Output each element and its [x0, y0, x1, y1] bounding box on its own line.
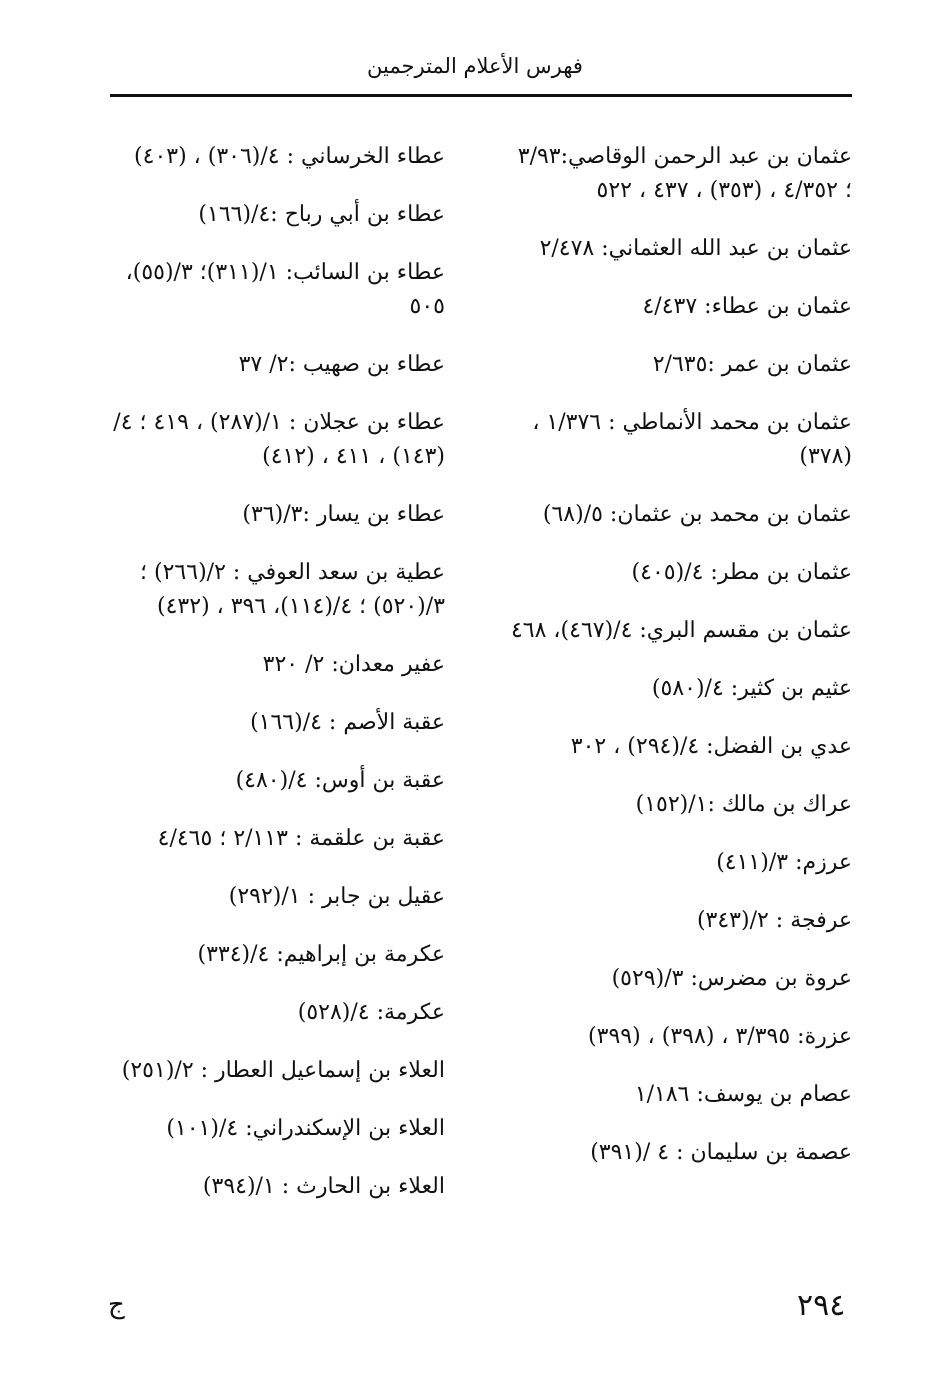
index-entry: عطاء بن عجلان : ١/(٢٨٧) ، ٤١٩ ؛ ٤/ (١٤٣) ، ٤١١ ، (٤١٢): [113, 410, 445, 469]
index-entry: عدي بن الفضل: ٤/(٢٩٤) ، ٣٠٢: [570, 734, 852, 759]
index-entry: عطاء بن يسار :٣/(٣٦): [242, 502, 445, 527]
index-entry: عقيل بن جابر : ١/(٢٩٢): [228, 884, 445, 909]
signature-mark: ج: [108, 1290, 125, 1320]
index-entry: عطاء الخرساني : ٤/(٣٠٦) ، (٤٠٣): [134, 144, 445, 169]
index-entry: عثمان بن عبد الرحمن الوقاصي:٣/٩٣ ؛ ٤/٣٥٢ ، (٣٥٣) ، ٤٣٧ ، ٥٢٢: [517, 144, 852, 203]
index-entry: عقبة بن أوس: ٤/(٤٨٠): [235, 768, 445, 793]
index-entry: عراك بن مالك :١/(١٥٢): [635, 792, 852, 817]
index-entry: عثمان بن محمد الأنماطي : ١/٣٧٦ ، (٣٧٨): [532, 410, 852, 469]
index-entry: عثمان بن مقسم البري: ٤/(٤٦٧)، ٤٦٨: [510, 618, 852, 643]
header-divider: [110, 94, 852, 97]
index-entry: عثمان بن عبد الله العثماني: ٢/٤٧٨: [539, 236, 852, 261]
index-entry: عقبة الأصم : ٤/(١٦٦): [250, 710, 445, 735]
index-entry: عرزم: ٣/(٤١١): [716, 850, 852, 875]
index-entry: عثمان بن محمد بن عثمان: ٥/(٦٨): [542, 502, 852, 527]
index-entry: عكرمة بن إبراهيم: ٤/(٣٣٤): [197, 942, 445, 967]
index-entry: عثيم بن كثير: ٤/(٥٨٠): [651, 676, 852, 701]
index-entry: العلاء بن الإسكندراني: ٤/(١٠١): [166, 1116, 445, 1141]
index-entry: عطاء بن أبي رباح :٤/(١٦٦): [198, 202, 445, 227]
index-column-left: [105, 140, 445, 1228]
index-entry: عزرة: ٣/٣٩٥ ، (٣٩٨) ، (٣٩٩): [588, 1024, 852, 1049]
index-entry: عطية بن سعد العوفي : ٢/(٢٦٦) ؛ ٣/(٥٢٠) ؛ ٤/(١١٤)، ٣٩٦ ، (٤٣٢): [140, 560, 445, 619]
index-entry: عثمان بن عطاء: ٤/٤٣٧: [642, 294, 852, 319]
index-entry: عصمة بن سليمان : ٤ /(٣٩١): [590, 1140, 852, 1165]
index-entry: عقبة بن علقمة : ٢/١١٣ ؛ ٤/٤٦٥: [157, 826, 445, 851]
index-entry: العلاء بن الحارث : ١/(٣٩٤): [202, 1174, 445, 1199]
index-entry: عطاء بن السائب: ١/(٣١١)؛ ٣/(٥٥)، ٥٠٥: [125, 260, 445, 319]
index-entry: عثمان بن عمر :٢/٦٣٥: [652, 352, 852, 377]
index-entry: عروة بن مضرس: ٣/(٥٢٩): [611, 966, 852, 991]
index-entry: عرفجة : ٢/(٣٤٣): [696, 908, 852, 933]
index-entry: عصام بن يوسف: ١/١٨٦: [634, 1082, 852, 1107]
index-entry: عكرمة: ٤/(٥٢٨): [297, 1000, 445, 1025]
index-entry: العلاء بن إسماعيل العطار : ٢/(٢٥١): [121, 1058, 445, 1083]
index-column-right: [507, 140, 852, 1194]
page-header-title: فهرس الأعلام المترجمين: [367, 54, 583, 78]
index-entry: عثمان بن مطر: ٤/(٤٠٥): [631, 560, 852, 585]
page-number: ٢٩٤: [797, 1288, 846, 1323]
index-entry: عطاء بن صهيب :٢/ ٣٧: [238, 352, 445, 377]
index-entry: عفير معدان: ٢/ ٣٢٠: [262, 652, 445, 677]
